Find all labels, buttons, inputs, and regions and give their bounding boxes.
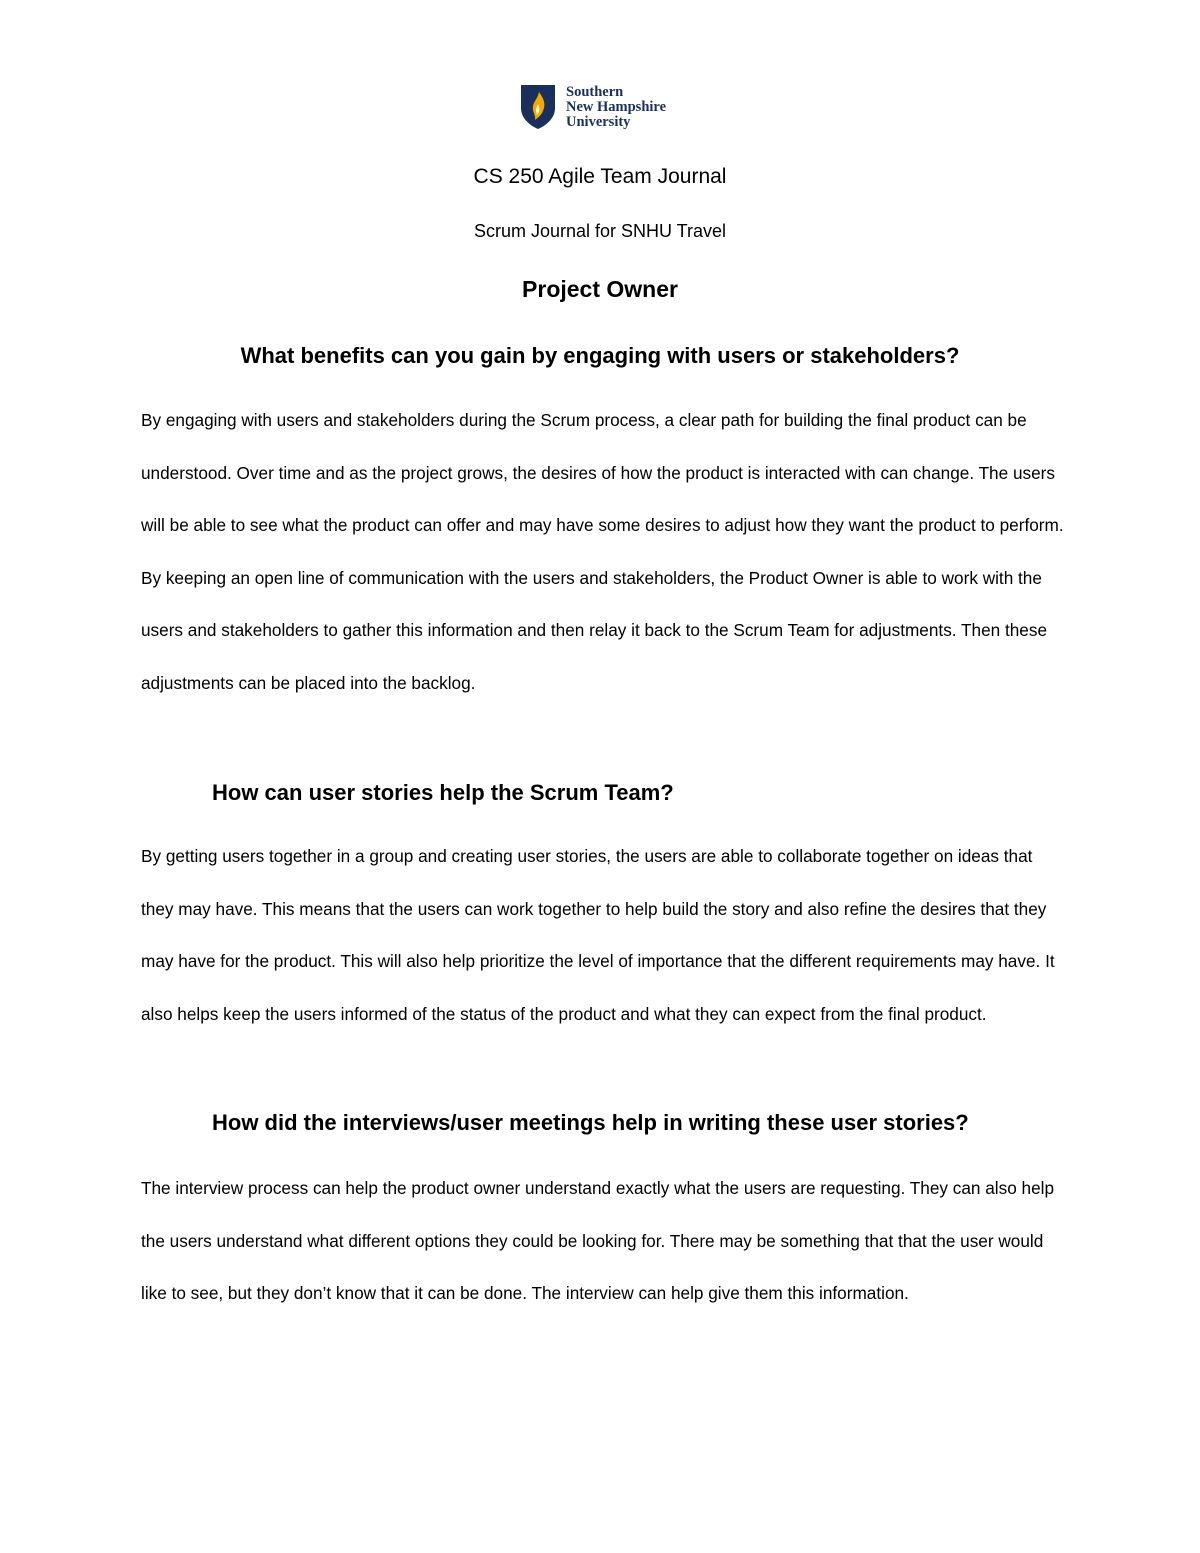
logo-line-1: Southern <box>566 84 624 100</box>
role-heading: Project Owner <box>522 276 678 302</box>
logo-wordmark <box>566 85 666 130</box>
question-heading-2: How can user stories help the Scrum Team? <box>212 780 674 805</box>
snhu-logo <box>520 84 690 134</box>
logo-line-2: New Hampshire <box>566 99 667 115</box>
document-subtitle: Scrum Journal for SNHU Travel <box>473 221 727 241</box>
document-title: CS 250 Agile Team Journal <box>473 165 727 188</box>
answer-paragraph-2: By getting users together in a group and creating user stories, the users are able to collaborate together on ideas that they may have. This means that the users can work together to help build the story and also refine the desires that they may have for the product. This will also help prioritize the level of importance that the different requirements may have. It also helps keep the users informed of the status of the product and what they can expect from the final product. <box>141 846 1055 1024</box>
question-heading-1: What benefits can you gain by engaging with users or stakeholders? <box>240 343 960 368</box>
logo-line-3: University <box>566 114 631 130</box>
answer-paragraph-1: By engaging with users and stakeholders during the Scrum process, a clear path for building the final product can be understood. Over time and as the project grows, the desires of how the product is interacted with can change. The users will be able to see what the product can offer and may have some desires to adjust how they want the product to perform. By keeping an open line of communication with the users and stakeholders, the Product Owner is able to work with the users and stakeholders to gather this information and then relay it back to the Scrum Team for adjustments. Then these adjustments can be placed into the backlog. <box>141 410 1064 693</box>
question-heading-3: How did the interviews/user meetings help in writing these user stories? <box>212 1110 969 1135</box>
answer-paragraph-3: The interview process can help the product owner understand exactly what the users are requesting. They can also help the users understand what different options they could be looking for. There may be something that that the user would like to see, but they don’t know that it can be done. The interview can help give them this information. <box>141 1178 1055 1304</box>
shield-flame-icon <box>520 84 556 130</box>
